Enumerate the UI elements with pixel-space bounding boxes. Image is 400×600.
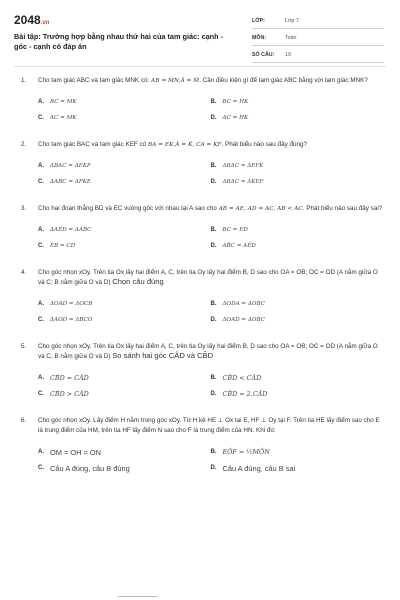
option-label: A. [38,163,44,169]
question-head [21,416,383,436]
option-label: D. [210,317,217,323]
question-head [21,204,383,214]
answer-option[interactable] [211,115,384,121]
question-text-part: . Cần điều kiện gì để tam giác ABC bằng với tam giác MNK? [199,77,368,84]
answer-options [38,444,383,476]
option-label: C. [38,179,44,185]
option-label: D. [210,391,217,397]
question-prompt: Chọn câu đúng [112,277,164,286]
answer-option[interactable] [38,115,211,121]
meta-value: Toán [285,34,297,41]
answer-option[interactable] [38,390,211,398]
option-value: ΔOAD = ΔOCB [50,301,93,307]
question-number: 3. [21,205,27,212]
answer-options [38,296,383,328]
option-value: EB = CD [50,243,76,249]
option-value: ΔBAC = ΔEKF [50,163,91,169]
meta-value: 19 [285,51,291,58]
option-row [38,444,383,460]
logo-suffix: .vn [40,20,50,26]
answer-option[interactable] [211,301,384,307]
question-4 [21,268,383,328]
question-head [21,342,383,362]
meta-row-class [252,13,384,29]
option-label: C. [38,465,44,471]
answer-option[interactable] [38,448,211,457]
question-head [21,268,383,288]
option-row [38,110,383,126]
option-value: OM = OH = ON [50,447,101,457]
option-row [38,370,383,386]
question-6 [21,416,383,476]
question-text-part: Cho tam giác ABC và tam giác MNK có: [38,77,152,84]
option-value: ΔAED = ΔABC [50,227,92,233]
answer-option[interactable] [38,464,211,473]
question-2 [21,140,383,190]
meta-key: SỐ CÂU: [252,51,275,58]
answer-option[interactable] [211,243,384,249]
answer-option[interactable] [211,390,384,398]
question-text-part: Cho hai đoạn thẳng BD và EC vuông góc với nhau tại A sao cho [38,205,219,212]
option-row [38,222,383,238]
question-math: AB = AE, AD = AC, AB < AC [218,206,303,212]
question-3 [21,204,383,254]
page-title: Bài tập: Trường hợp bằng nhau thứ hai của tam giác: cạnh - góc - cạnh có đáp án [14,32,224,51]
meta-row-count [252,47,384,63]
answer-options [38,370,383,402]
answer-option[interactable] [38,99,211,105]
option-label: C. [38,391,44,397]
answer-option[interactable] [38,374,211,382]
option-value: ΔAOD = ΔBCO [50,317,93,323]
question-prompt: So sánh hai góc CÂD và CB̂D [112,351,214,360]
question-text-part: . Phát biểu nào sau đây sai? [302,205,383,212]
option-row [38,238,383,254]
question-number: 1. [21,77,27,84]
question-text [38,204,383,214]
question-number: 6. [21,417,27,424]
option-label: B. [210,449,217,455]
answer-option[interactable] [211,374,384,382]
option-row [38,386,383,402]
option-label: B. [210,163,217,169]
option-value: BC = HK [222,99,249,105]
question-text-part: Cho góc nhọn xOy. Trên tia Ox lấy hai điểm A, C, trên tia Oy lấy hai điểm B, D sao cho OA = OB; OC = OD (A nằm giữa O và C, B nằm giữa O và D) [38,343,378,360]
question-head [21,76,383,86]
question-head [21,140,383,150]
answer-option[interactable] [211,464,384,473]
option-value: CB̂D = CÂD [50,374,89,382]
question-text [38,342,383,362]
question-number: 5. [21,343,27,350]
header-divider [14,66,386,67]
option-row [38,312,383,328]
option-label: B. [210,375,217,381]
option-value: ΔBAC = ΔEFK [222,163,264,169]
option-label: A. [38,301,44,307]
option-value: Câu A đúng, câu B sai [222,463,296,473]
question-text-part: Cho góc nhọn xOy. Lấy điểm H nằm trong góc xOy. Từ H kẻ HE ⊥ Ox tại E, HF ⊥ Oy tại F. Trên tia HE lấy điểm sao cho E là trung điểm của HM, trên tia HF lấy điểm N sao cho F là trung điểm của HN. Khi đó: [38,417,380,434]
option-label: C. [38,115,44,121]
option-value: BC = ED [222,227,248,233]
option-label: C. [38,317,44,323]
answer-options [38,222,383,254]
option-label: D. [210,243,217,249]
option-value: EÔF = ½MÔN [222,448,270,456]
meta-key: MÔN: [252,34,267,41]
option-value: ΔODA = ΔOBC [222,301,266,307]
option-label: D. [210,115,217,121]
page-header [0,0,400,64]
question-text-part: . Phát biểu nào sau đây đúng? [221,141,307,148]
answer-option[interactable] [38,179,211,185]
meta-row-subject [252,30,384,46]
option-row [38,94,383,110]
answer-option[interactable] [211,448,384,456]
answer-options [38,94,383,126]
logo-main: 2048 [14,13,41,27]
answer-option[interactable] [38,227,211,233]
answer-option[interactable] [38,317,211,323]
option-row [38,296,383,312]
option-value: ΔABC = ΔFKE [50,179,92,185]
question-text [38,140,383,150]
option-label: A. [38,449,44,455]
question-text [38,268,383,288]
page-footer-mark [118,596,158,597]
option-label: A. [38,99,44,105]
option-row [38,460,383,476]
option-value: CB̂D < CÂD [222,374,262,382]
question-math: BA = EK,Â = K̂, CA = KF [147,142,222,148]
answer-option[interactable] [38,301,211,307]
answer-option[interactable] [211,99,384,105]
option-value: CB̂D > CÂD [50,390,89,398]
option-value: ΔBAC = ΔKEF [222,179,264,185]
option-label: D. [210,179,217,185]
option-value: AC = HK [222,115,249,121]
meta-table [252,13,384,64]
option-label: A. [38,227,44,233]
option-row [38,174,383,190]
site-logo[interactable] [14,13,49,27]
question-text-part: Cho tam giác BAC và tam giác KEF có [38,141,148,148]
option-value: BC = MK [50,99,77,105]
question-1 [21,76,383,126]
question-list [0,76,400,490]
option-value: AC = MK [50,115,77,121]
question-text [38,76,383,86]
question-number: 4. [21,269,27,276]
option-value: AB̂C = AÊD [222,243,256,249]
option-label: B. [210,227,217,233]
meta-key: LỚP: [252,17,266,24]
option-label: A. [38,375,44,381]
question-5 [21,342,383,402]
option-value: ΔOAD = ΔOBC [222,317,266,323]
option-row [38,158,383,174]
question-text-part: Cho góc nhọn xOy. Trên tia Ox lấy hai điểm A, C, trên tia Oy lấy hai điểm B, D sao cho OA = OB; OC = OD (A nằm giữa O và C; B nằm giữa O và D) [38,269,378,286]
question-text [38,416,383,436]
answer-option[interactable] [38,163,211,169]
answer-option[interactable] [211,227,384,233]
option-label: D. [210,465,217,471]
option-label: B. [210,99,217,105]
option-label: C. [38,243,44,249]
question-math: AB = MN,Â = M̂ [151,78,200,84]
answer-option[interactable] [211,317,384,323]
meta-value: Lớp 7 [285,17,299,24]
question-number: 2. [21,141,27,148]
answer-option[interactable] [211,179,384,185]
answer-option[interactable] [211,163,384,169]
option-value: CB̂D = 2.CÂD [222,390,268,398]
answer-option[interactable] [38,243,211,249]
option-label: B. [210,301,217,307]
option-value: Câu A đúng, câu B đúng [50,463,130,473]
answer-options [38,158,383,190]
